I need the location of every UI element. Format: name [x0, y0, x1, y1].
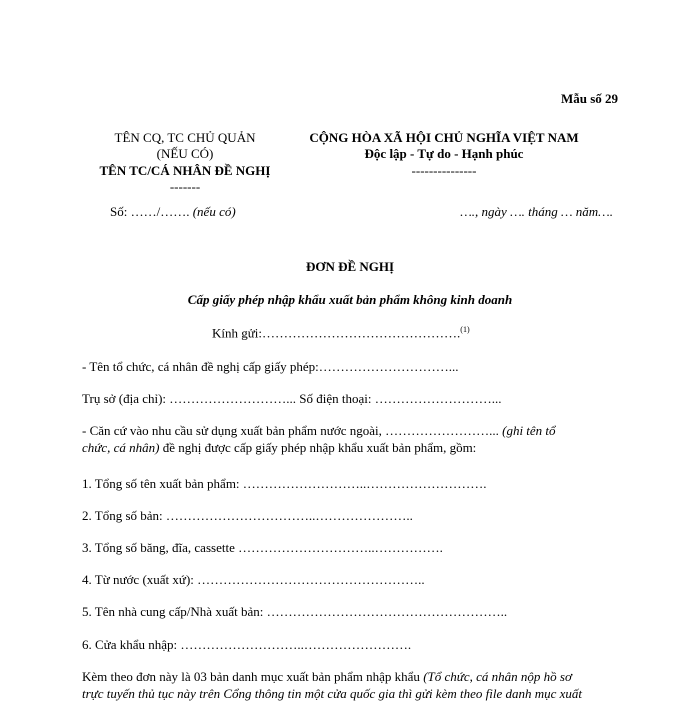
recipient-text: Kính gửi:……………………………………….	[212, 325, 461, 341]
item-5-supplier: 5. Tên nhà cung cấp/Nhà xuất bản: ………………………………………………..	[82, 604, 508, 619]
agency-if-any: (NẾU CÓ)	[156, 146, 214, 161]
header-left	[60, 129, 310, 194]
left-divider: -------	[169, 179, 201, 194]
address-phone-field: Trụ sở (địa chỉ): ………………………... Số điện thoại: ………………………...	[82, 391, 502, 406]
agency-line: TÊN CQ, TC CHỦ QUẢN	[114, 130, 256, 145]
attachment-line-1	[82, 669, 572, 685]
basis-italic-1: (ghi tên tổ	[502, 423, 556, 438]
attachment-italic-1: (Tổ chức, cá nhân nộp hồ sơ	[423, 669, 572, 684]
attachment-line-2: trực tuyến thủ tục này trên Cổng thông tin một cửa quốc gia thì gửi kèm theo file danh mục xuất	[82, 686, 583, 701]
document-subtitle: Cấp giấy phép nhập khẩu xuất bản phẩm không kinh doanh	[187, 292, 513, 307]
attachment-prefix: Kèm theo đơn này là 03 bản danh mục xuất bản phẩm nhập khẩu	[82, 669, 420, 684]
national-title: CỘNG HÒA XÃ HỘI CHỦ NGHĨA VIỆT NAM	[309, 130, 579, 145]
item-3-media: 3. Tổng số băng, đĩa, cassette …………………………..…………….	[82, 540, 443, 555]
date-line: …., ngày …. tháng … năm….	[460, 204, 613, 219]
item-2-copies: 2. Tổng số bản: ……………………………..…………………..	[82, 508, 413, 523]
item-4-origin: 4. Từ nước (xuất xứ): ……………………………………………..	[82, 572, 425, 587]
document-title: ĐƠN ĐỀ NGHỊ	[305, 259, 395, 274]
item-1-titles: 1. Tổng số tên xuất bản phẩm: ………………………..……………………….	[82, 476, 487, 491]
applicant-org-title: TÊN TC/CÁ NHÂN ĐỀ NGHỊ	[99, 163, 271, 178]
basis-prefix: - Căn cứ vào nhu cầu sử dụng xuất bản phẩm nước ngoài, ……………………...	[82, 423, 499, 438]
basis-suffix: đề nghị được cấp giấy phép nhập khẩu xuất bản phẩm, gồm:	[162, 440, 477, 455]
document-number-note: (nếu có)	[192, 204, 236, 219]
recipient-line	[212, 325, 470, 341]
basis-line-2	[82, 440, 476, 456]
applicant-field: - Tên tổ chức, cá nhân đề nghị cấp giấy phép:…………………………...	[82, 359, 459, 374]
form-number: Mẫu số 29	[560, 91, 618, 106]
basis-italic-2: chức, cá nhân)	[82, 440, 160, 455]
recipient-footnote: (1)	[460, 325, 470, 334]
national-motto: Độc lập - Tự do - Hạnh phúc	[364, 146, 524, 161]
basis-line-1	[82, 423, 556, 439]
document-number	[110, 204, 236, 220]
document-number-label: Số: ……/…….	[110, 204, 190, 219]
header-right	[293, 129, 595, 179]
right-divider: ---------------	[411, 163, 477, 178]
item-6-border-gate: 6. Cửa khẩu nhập: ………………………..…………………….	[82, 637, 412, 652]
